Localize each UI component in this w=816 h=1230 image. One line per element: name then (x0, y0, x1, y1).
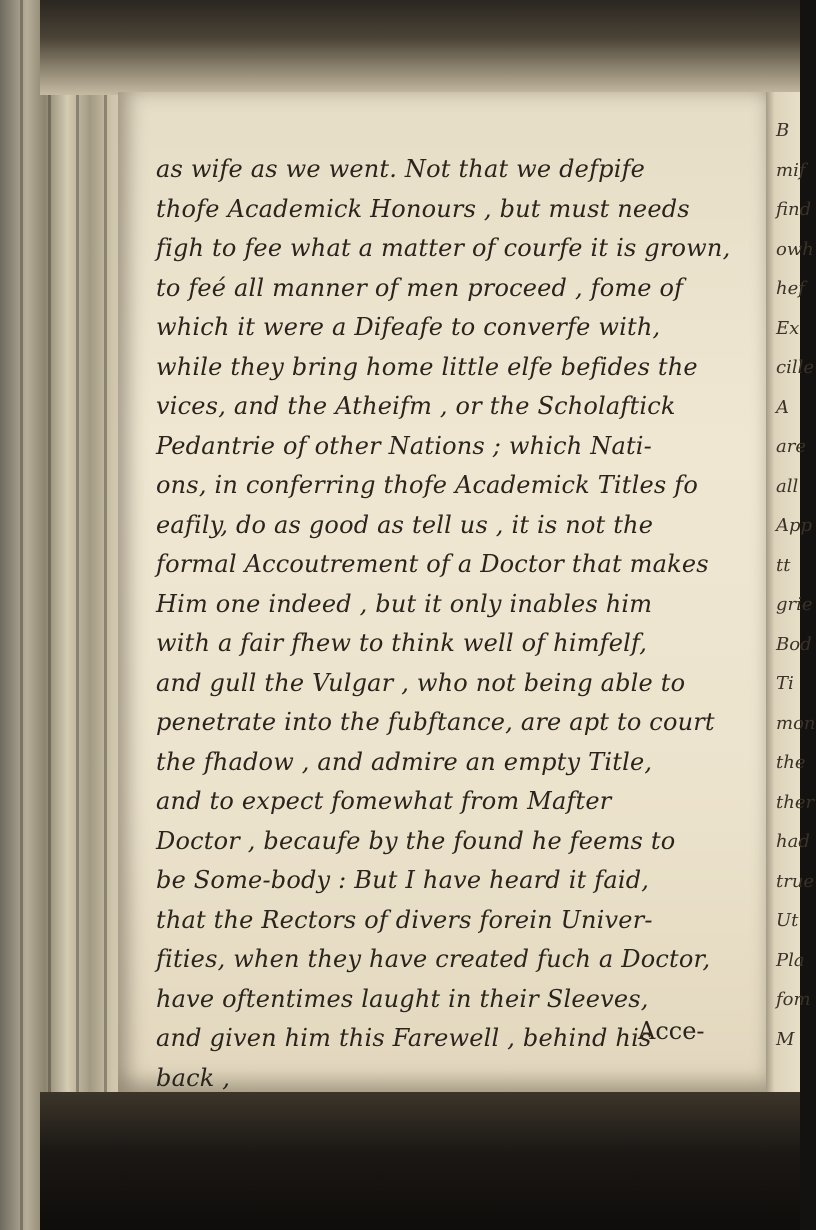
catchword: Acce- (638, 1017, 705, 1045)
text-line: with a fair fhew to think well of himfelf, (156, 629, 648, 657)
text-line: eafily, do as good as tell us , it is not the (156, 510, 654, 539)
next-page-fragment: are (776, 436, 806, 457)
gutter-stripe (104, 0, 107, 1230)
gutter-stripe (76, 0, 79, 1230)
text-line: Pedantrie of other Nations ; which Nati- (156, 431, 652, 460)
next-page-fragment: had (776, 831, 810, 852)
text-line: figh to fee what a matter of courfe it is grown, (156, 234, 731, 262)
text-line: have oftentimes laught in their Sleeves, (156, 984, 649, 1013)
text-line: formal Accoutrement of a Doctor that makes (156, 550, 709, 578)
next-page-fragment: mif (776, 159, 806, 181)
next-page-fragment: Ex (776, 317, 800, 339)
text-line: be Some-body : But I have heard it faid, (156, 866, 650, 894)
next-page-fragment: M (776, 1028, 795, 1050)
next-page-fragment: Pla (776, 949, 805, 971)
next-page-fragment: owh (776, 238, 814, 260)
page-text-block (156, 150, 731, 1098)
next-page-fragment: mon (776, 712, 816, 734)
next-page-fragment: the (776, 752, 806, 773)
page-bottom-edge (40, 1092, 800, 1230)
text-line: Doctor , becaufe by the found he feems to (156, 826, 676, 855)
next-page-fragment: all (776, 475, 799, 497)
next-page-fragment: find (776, 199, 812, 220)
next-page-fragment: App (776, 515, 813, 536)
next-page-fragment: tt (776, 554, 791, 576)
gutter-stripe (48, 0, 51, 1230)
text-line: which it were a Difeafe to converfe with, (156, 313, 661, 341)
text-line: Him one indeed , but it only inables him (156, 589, 653, 618)
next-page-fragment: Ut (776, 910, 799, 931)
next-page-fragment: true (776, 870, 815, 892)
next-page-fragment: Ti (776, 673, 794, 694)
text-line: as wife as we went. Not that we defpife (156, 155, 646, 183)
page-top-edge (40, 0, 800, 95)
gutter-stripe (20, 0, 23, 1230)
book-page (118, 92, 766, 1092)
text-line: fities, when they have created fuch a Doctor, (156, 945, 711, 973)
text-line: vices, and the Atheifm , or the Scholaftick (156, 392, 676, 420)
next-page-fragment: ther (776, 791, 815, 813)
text-line: and gull the Vulgar , who not being able to (156, 668, 686, 697)
next-page-fragment: grie (776, 594, 813, 615)
next-page-edge (766, 92, 816, 1092)
next-page-fragment: fom (776, 989, 811, 1010)
next-page-fragment: cille (776, 357, 815, 378)
text-line: thofe Academick Honours , but must needs (156, 194, 690, 223)
next-page-fragment: Bod (776, 633, 812, 655)
text-line: ons, in conferring thofe Academick Titles fo (156, 471, 698, 499)
text-line: that the Rectors of divers forein Univer- (156, 905, 653, 934)
next-page-fragment: hef (776, 278, 805, 299)
text-line: back , (156, 1063, 231, 1092)
text-line: to feé all manner of men proceed , fome of (156, 273, 684, 302)
text-line: and to expect fomewhat from Mafter (156, 787, 612, 815)
next-page-fragment: A (776, 396, 789, 418)
text-line: and given him this Farewell , behind his (156, 1024, 652, 1052)
next-page-fragment: B (776, 120, 790, 141)
text-line: the fhadow , and admire an empty Title, (156, 747, 653, 776)
text-line: while they bring home little elfe befides the (156, 352, 698, 381)
text-line: penetrate into the fubftance, are apt to court (156, 708, 715, 736)
